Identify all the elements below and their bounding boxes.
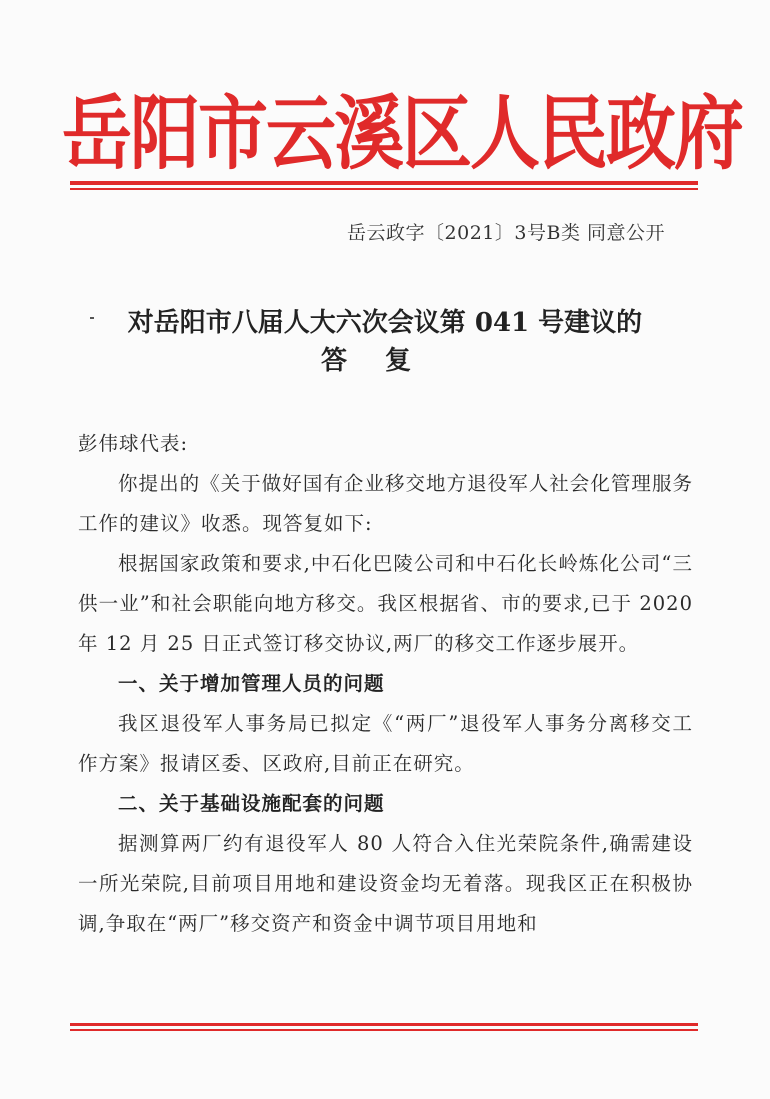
footer-red-rule-thick (70, 1023, 698, 1026)
issuing-authority-header: 岳阳市云溪区人民政府 (62, 85, 742, 181)
paragraph-section-1: 我区退役军人事务局已拟定《“两厂”退役军人事务分离移交工作方案》报请区委、区政府,目前正在研究。 (78, 712, 693, 775)
header-red-rule-thick (70, 181, 698, 185)
footer-red-rule-thin (70, 1029, 698, 1031)
section-heading-2: 二、关于基础设施配套的问题 (118, 792, 385, 815)
paragraph-section-2: 据测算两厂约有退役军人 80 人符合入住光荣院条件,确需建设一所光荣院,目前项目用地和建设资金均无着落。现我区正在积极协调,争取在“两厂”移交资产和资金中调节项目用地和 (78, 832, 693, 935)
section-heading-1: 一、关于增加管理人员的问题 (118, 672, 385, 695)
document-title-line-1: 对岳阳市八届人大六次会议第 041 号建议的 (127, 308, 643, 338)
document-title-line-2: 答复 (320, 346, 449, 376)
salutation: 彭伟球代表: (78, 432, 189, 455)
letter-body (78, 424, 693, 944)
paragraph-acknowledgement: 你提出的《关于做好国有企业移交地方退役军人社会化管理服务工作的建议》收悉。现答复如下: (78, 472, 693, 535)
header-red-rule-thin (70, 188, 698, 190)
paragraph-background: 根据国家政策和要求,中石化巴陵公司和中石化长岭炼化公司“三供一业”和社会职能向地方移交。我区根据省、市的要求,已于 2020 年 12 月 25 日正式签订移交协议,两厂的移交工作逐步展开。 (78, 552, 693, 655)
document-number: 岳云政字〔2021〕3号B类 同意公开 (347, 222, 665, 244)
